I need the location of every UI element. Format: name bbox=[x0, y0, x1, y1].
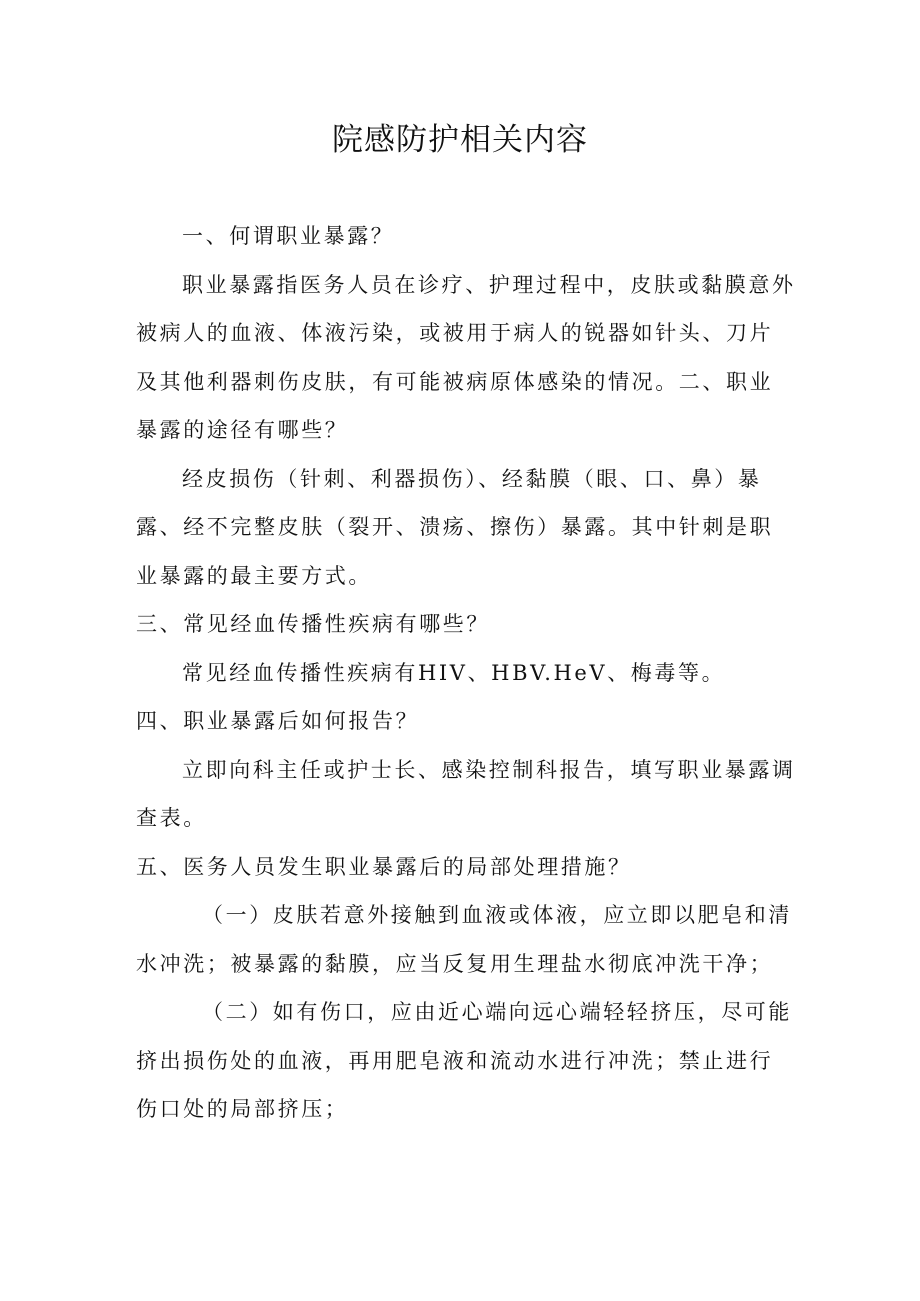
paragraph-q4-answer: 立即向科主任或护士长、感染控制科报告，填写职业暴露调查表。 bbox=[136, 757, 796, 830]
section-heading-q1: 一、何谓职业暴露？ bbox=[182, 224, 395, 248]
list-item-q5-1: （一）皮肤若意外接触到血液或体液，应立即以肥皂和清水冲洗；被暴露的黏膜，应当反复用生理盐水彻底冲洗干净； bbox=[136, 903, 792, 976]
document-title: 院感防护相关内容 bbox=[332, 122, 588, 158]
paragraph-q1-answer: 职业暴露指医务人员在诊疗、护理过程中，皮肤或黏膜意外被病人的血液、体液污染，或被用于病人的锐器如针头、刀片及其他利器刺伤皮肤，有可能被病原体感染的情况。二、职业暴露的途径有哪些？ bbox=[136, 272, 796, 442]
section-heading-q3: 三、常见经血传播性疾病有哪些？ bbox=[136, 612, 490, 636]
paragraph-q2-answer: 经皮损伤（针刺、利器损伤）、经黏膜（眼、口、鼻）暴露、经不完整皮肤（裂开、溃疡、擦伤）暴露。其中针刺是职业暴露的最主要方式。 bbox=[136, 466, 774, 588]
section-heading-q4: 四、职业暴露后如何报告？ bbox=[136, 709, 420, 733]
list-item-q5-2: （二）如有伤口，应由近心端向远心端轻轻挤压，尽可能挤出损伤处的血液，再用肥皂液和流动水进行冲洗；禁止进行伤口处的局部挤压； bbox=[136, 1000, 792, 1121]
paragraph-q3-answer: 常见经血传播性疾病有HIV、HBV.HeV、梅毒等。 bbox=[182, 660, 726, 685]
document-body bbox=[136, 212, 796, 1134]
section-heading-q5: 五、医务人员发生职业暴露后的局部处理措施？ bbox=[136, 854, 632, 879]
